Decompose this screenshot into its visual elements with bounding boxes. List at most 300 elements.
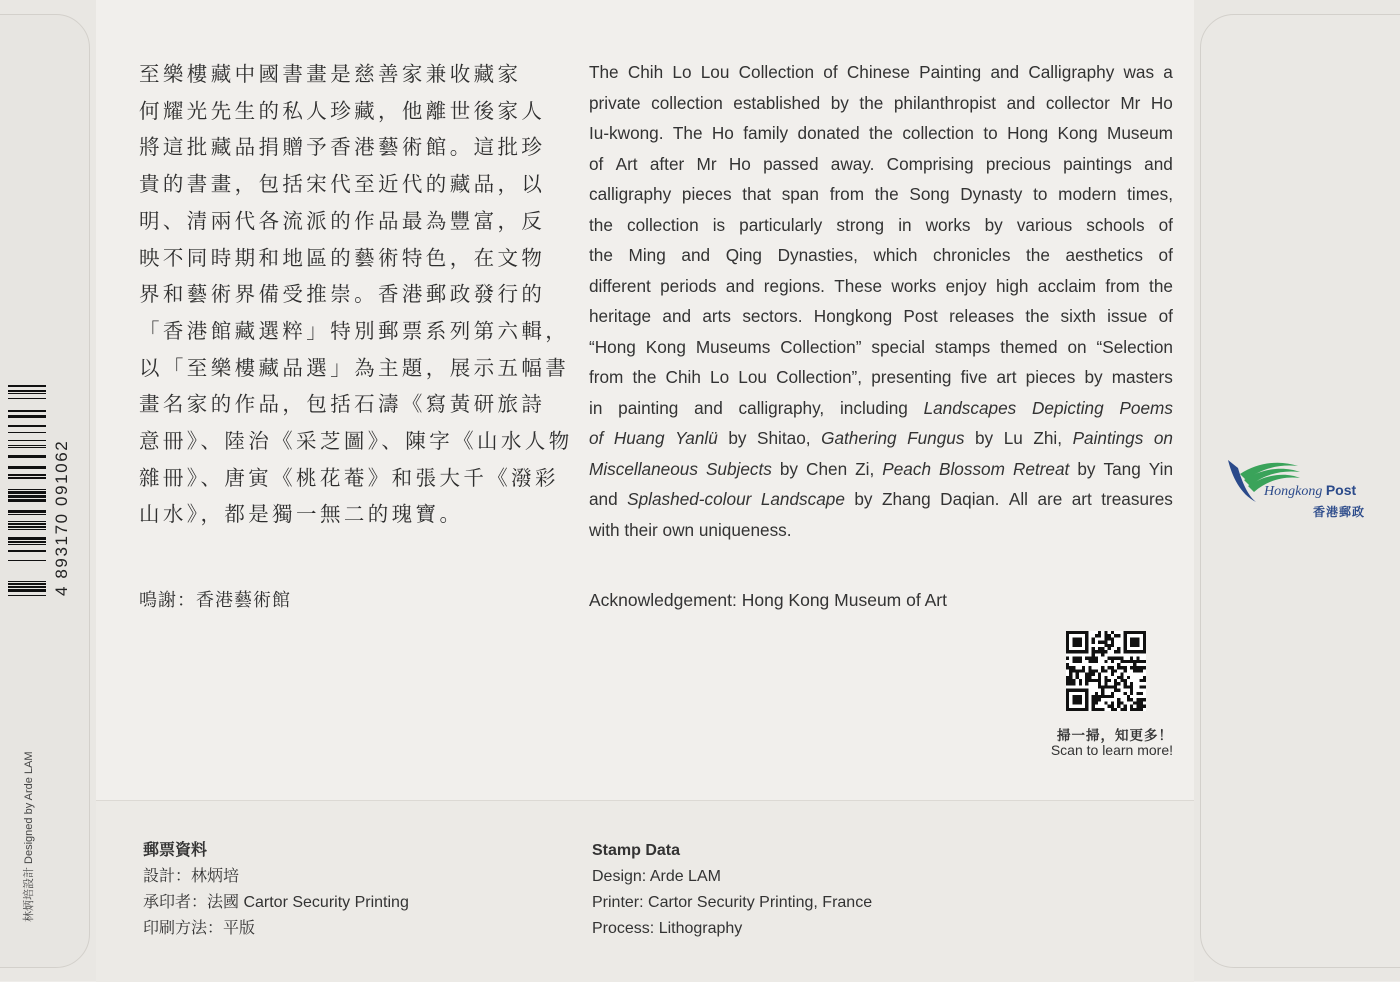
word: particularly: [739, 214, 823, 235]
word: Chih: [665, 367, 701, 387]
qr-module: [1092, 660, 1095, 663]
barcode-bar: [8, 529, 46, 530]
qr-module: [1095, 698, 1098, 701]
word: Post: [903, 306, 938, 326]
qr-module: [1101, 653, 1104, 656]
qr-module: [1124, 682, 1127, 685]
english-text-line: [589, 454, 1173, 485]
word: sixth: [1060, 306, 1096, 326]
qr-module: [1088, 673, 1091, 676]
word: by: [1077, 458, 1096, 479]
word: periods: [660, 275, 717, 296]
barcode-bar: [8, 583, 46, 585]
chinese-text-line: 畫名家的作品，包括石濤《寫黃研旅詩: [139, 392, 546, 417]
word: are: [1037, 489, 1063, 509]
qr-module: [1098, 698, 1101, 701]
chinese-text-line: 貴的書畫，包括宋代至近代的藏品，以: [139, 172, 546, 197]
qr-module: [1079, 669, 1082, 672]
word: The: [589, 62, 619, 82]
word: of: [1158, 214, 1173, 235]
word: the: [589, 214, 613, 235]
chinese-text-line: 「香港館藏選粹」特別郵票系列第六輯，: [139, 318, 570, 343]
chinese-acknowledgement: 鳴謝：香港藝術館: [139, 590, 291, 611]
qr-module: [1143, 685, 1146, 688]
word: Mr: [1120, 92, 1141, 113]
qr-module: [1140, 679, 1143, 682]
barcode-bar: [8, 474, 46, 476]
qr-module: [1098, 647, 1101, 650]
qr-module: [1140, 685, 1143, 688]
word: Zhi,: [1033, 428, 1063, 448]
qr-module: [1104, 644, 1107, 647]
word: works: [891, 275, 937, 296]
stamp-data-heading-en: Stamp Data: [592, 842, 681, 859]
qr-module: [1088, 679, 1091, 682]
word: Zhang: [881, 489, 931, 509]
qr-module: [1130, 666, 1133, 669]
barcode-bar: [8, 489, 46, 490]
qr-module: [1120, 676, 1123, 679]
english-text-line: [589, 515, 1173, 546]
word: arts: [702, 306, 732, 326]
word: Hong: [1007, 123, 1049, 143]
english-text-line: [589, 210, 1173, 241]
qr-module: [1140, 698, 1143, 701]
english-text-line: [589, 484, 1173, 515]
word: to: [983, 123, 998, 143]
qr-module: [1108, 634, 1111, 637]
qr-module: [1127, 685, 1130, 688]
qr-module: [1114, 689, 1117, 692]
qr-module: [1092, 653, 1095, 656]
word: and: [589, 489, 618, 509]
word: away.: [830, 153, 875, 174]
qr-module: [1127, 676, 1130, 679]
word: Museum: [1107, 123, 1173, 143]
qr-module: [1133, 660, 1136, 663]
qr-module: [1098, 650, 1101, 653]
word: Lou: [738, 367, 767, 387]
word: art: [1071, 489, 1092, 509]
word: that: [742, 184, 771, 204]
word: Collection”,: [776, 367, 863, 387]
word: collector: [1045, 92, 1110, 113]
word: masters: [1111, 367, 1173, 387]
qr-module: [1117, 705, 1120, 708]
qr-module: [1095, 650, 1098, 653]
stamp-data-printer-en: Printer: Cartor Security Printing, France: [592, 894, 873, 911]
qr-module: [1120, 701, 1123, 704]
english-text-line: [589, 88, 1173, 119]
qr-module: [1092, 695, 1095, 698]
qr-module: [1079, 679, 1082, 682]
barcode-bar: [8, 514, 46, 515]
word: strong: [836, 214, 885, 235]
qr-module: [1108, 685, 1111, 688]
word: the: [1026, 245, 1050, 265]
qr-module: [1098, 641, 1101, 644]
qr-finder-pattern: [1072, 695, 1082, 705]
word: high: [995, 275, 1029, 296]
chinese-text-line: 界和藝術界備受推崇。香港郵政發行的: [139, 282, 546, 307]
barcode-bar: [8, 415, 46, 418]
qr-module: [1111, 705, 1114, 708]
barcode-bar: [8, 550, 46, 552]
qr-module: [1120, 679, 1123, 682]
artwork-title-word: Fungus: [907, 428, 965, 448]
qr-module: [1098, 695, 1101, 698]
word: Tang: [1103, 458, 1141, 479]
word: Museums: [695, 336, 771, 357]
qr-module: [1066, 657, 1069, 660]
word: Lo: [710, 367, 730, 387]
qr-module: [1111, 666, 1114, 669]
barcode-bar: [8, 495, 46, 498]
qr-module: [1130, 682, 1133, 685]
qr-module: [1140, 708, 1143, 711]
qr-module: [1082, 669, 1085, 672]
barcode-bar: [8, 445, 46, 446]
qr-module: [1130, 698, 1133, 701]
word: The: [672, 123, 703, 143]
qr-module: [1072, 669, 1075, 672]
qr-module: [1114, 650, 1117, 653]
chinese-description: [139, 56, 573, 533]
word: and: [694, 397, 723, 418]
artwork-title-word: Landscapes: [923, 397, 1017, 418]
qr-module: [1095, 634, 1098, 637]
qr-module: [1069, 669, 1072, 672]
word: philanthropist: [893, 92, 997, 113]
qr-module: [1104, 669, 1107, 672]
qr-module: [1072, 666, 1075, 669]
qr-module: [1098, 673, 1101, 676]
qr-module: [1092, 673, 1095, 676]
english-text-line: [589, 393, 1173, 424]
qr-module: [1092, 657, 1095, 660]
barcode-bar: [8, 544, 46, 545]
artwork-title-word: Landscape: [760, 489, 845, 509]
qr-module: [1111, 660, 1114, 663]
barcode-bar: [8, 510, 46, 513]
qr-module: [1085, 676, 1088, 679]
qr-module: [1117, 657, 1120, 660]
word: calligraphy,: [738, 397, 825, 418]
qr-module: [1117, 647, 1120, 650]
english-acknowledgement: Acknowledgement: Hong Kong Museum of Art: [589, 590, 947, 610]
qr-module: [1092, 698, 1095, 701]
qr-module: [1104, 676, 1107, 679]
qr-module: [1111, 641, 1114, 644]
qr-module: [1101, 685, 1104, 688]
qr-module: [1069, 682, 1072, 685]
qr-code[interactable]: [1066, 631, 1146, 711]
qr-module: [1130, 660, 1133, 663]
barcode-bar: [8, 477, 46, 479]
qr-module: [1098, 631, 1101, 634]
word: by: [830, 92, 849, 113]
artwork-title-word: Gathering: [821, 428, 897, 448]
chinese-text-line: 何耀光先生的私人珍藏，他離世後家人: [139, 98, 546, 123]
barcode-bar: [8, 390, 46, 392]
word: Yin: [1148, 458, 1173, 479]
qr-module: [1088, 657, 1091, 660]
qr-module: [1120, 666, 1123, 669]
qr-module: [1124, 666, 1127, 669]
qr-module: [1133, 701, 1136, 704]
barcode-bar: [8, 523, 46, 525]
word: releases: [949, 306, 1015, 326]
artwork-title-word: Yanlü: [675, 428, 718, 448]
word: the: [1025, 306, 1050, 326]
qr-module: [1092, 669, 1095, 672]
word: Chen: [806, 458, 848, 479]
word: paintings: [1063, 153, 1132, 174]
word: by: [728, 428, 747, 448]
word: heritage: [589, 306, 652, 326]
qr-module: [1101, 641, 1104, 644]
barcode-bar: [8, 425, 46, 427]
word: the: [632, 367, 657, 387]
qr-module: [1108, 695, 1111, 698]
qr-module: [1082, 666, 1085, 669]
word: presenting: [871, 367, 952, 387]
qr-module: [1104, 695, 1107, 698]
word: issue: [1107, 306, 1148, 326]
artwork-title-word: Paintings: [1072, 428, 1144, 448]
barcode-number: 4 893170 091062: [52, 439, 71, 596]
english-text-line: [589, 149, 1173, 180]
word: Song: [909, 184, 950, 204]
qr-module: [1133, 666, 1136, 669]
english-text-line: [589, 179, 1173, 210]
word: “Selection: [1096, 336, 1173, 357]
english-text-line: [589, 57, 1173, 88]
barcode-bar: [8, 595, 46, 596]
word: Calligraphy: [1028, 62, 1115, 82]
qr-module: [1072, 657, 1075, 660]
qr-module: [1127, 695, 1130, 698]
word: and: [1006, 92, 1036, 113]
qr-module: [1111, 673, 1114, 676]
word: Iu-kwong.: [589, 123, 664, 143]
barcode-bar: [8, 440, 46, 441]
qr-module: [1130, 657, 1133, 660]
qr-module: [1143, 666, 1146, 669]
qr-module: [1117, 682, 1120, 685]
chinese-text-line: 至樂樓藏中國書畫是慈善家兼收藏家: [139, 62, 522, 86]
qr-module: [1095, 679, 1098, 682]
qr-module: [1079, 682, 1082, 685]
qr-module: [1085, 682, 1088, 685]
qr-module: [1098, 682, 1101, 685]
english-text-line: [589, 362, 1173, 393]
qr-module: [1124, 669, 1127, 672]
word: Lou: [700, 62, 730, 82]
word: Ho: [728, 153, 751, 174]
word: to: [1033, 184, 1048, 204]
qr-module: [1104, 685, 1107, 688]
stamp-data-process-en: Process: Lithography: [592, 920, 743, 937]
qr-module: [1098, 634, 1101, 637]
word: Art: [615, 153, 638, 174]
qr-module: [1104, 701, 1107, 704]
qr-module: [1104, 682, 1107, 685]
word: art: [996, 367, 1017, 387]
artwork-title-word: Subjects: [705, 458, 772, 479]
word: times,: [1127, 184, 1173, 204]
qr-module: [1066, 679, 1069, 682]
qr-module: [1092, 705, 1095, 708]
qr-module: [1066, 666, 1069, 669]
word: special: [871, 336, 925, 357]
word: works: [925, 214, 971, 235]
word: stamps: [934, 336, 991, 357]
word: was: [1123, 62, 1155, 82]
word: All: [1008, 489, 1028, 509]
qr-module: [1104, 650, 1107, 653]
qr-module: [1066, 663, 1069, 666]
chinese-text-line: 以「至樂樓藏品選」為主題，展示五幅書: [139, 355, 570, 380]
word: various: [1016, 214, 1073, 235]
qr-module: [1085, 657, 1088, 660]
qr-module: [1117, 701, 1120, 704]
word: sectors.: [742, 306, 803, 326]
word: passed: [763, 153, 819, 174]
qr-module: [1092, 679, 1095, 682]
qr-module: [1120, 660, 1123, 663]
word: Ming: [628, 245, 666, 265]
qr-module: [1069, 676, 1072, 679]
qr-module: [1085, 679, 1088, 682]
qr-module: [1101, 647, 1104, 650]
stamp-data-printer-cn: 承印者：法國 Cartor Security Printing: [143, 894, 409, 911]
qr-module: [1088, 676, 1091, 679]
word: enjoy: [945, 275, 987, 296]
word: family: [743, 123, 789, 143]
qr-module: [1092, 641, 1095, 644]
qr-module: [1088, 669, 1091, 672]
word: themed: [1000, 336, 1058, 357]
barcode-bar: [8, 589, 46, 592]
word: a: [1163, 62, 1173, 82]
word: different: [589, 275, 651, 296]
barcode-bar: [8, 447, 46, 448]
qr-module: [1076, 657, 1079, 660]
qr-module: [1136, 692, 1139, 695]
word: and: [681, 245, 711, 265]
qr-module: [1124, 708, 1127, 711]
barcode-bar: [8, 537, 46, 540]
qr-module: [1085, 673, 1088, 676]
word: Dynasties,: [777, 245, 858, 265]
qr-module: [1114, 685, 1117, 688]
word: Shitao,: [757, 428, 811, 448]
qr-module: [1076, 660, 1079, 663]
qr-module: [1114, 682, 1117, 685]
english-text-line: [589, 271, 1173, 302]
stamp-data-design-en: Design: Arde LAM: [592, 868, 721, 885]
barcode-bar: [8, 410, 46, 412]
qr-module: [1095, 660, 1098, 663]
artwork-title-word: Splashed-colour: [627, 489, 752, 509]
qr-module: [1104, 634, 1107, 637]
qr-module: [1092, 637, 1095, 640]
qr-module: [1111, 637, 1114, 640]
qr-module: [1104, 637, 1107, 640]
word: in: [898, 214, 912, 235]
artwork-title-word: Huang: [613, 428, 665, 448]
logo-text-chinese: 香港郵政: [1313, 505, 1366, 519]
qr-module: [1076, 673, 1079, 676]
qr-module: [1088, 666, 1091, 669]
word: schools: [1086, 214, 1145, 235]
word: acclaim: [1037, 275, 1097, 296]
english-text-line: [589, 301, 1173, 332]
qr-module: [1133, 669, 1136, 672]
word: of: [823, 62, 838, 82]
word: by: [975, 428, 994, 448]
qr-module: [1133, 708, 1136, 711]
english-text-line: [589, 118, 1173, 149]
qr-module: [1104, 641, 1107, 644]
chinese-text-line: 山水》，都是獨一無二的瑰寶。: [139, 502, 464, 527]
word: of: [589, 153, 604, 174]
word: Collection: [738, 62, 815, 82]
word: painting: [618, 397, 679, 418]
word: modern: [1058, 184, 1117, 204]
artwork-title-word: Peach: [882, 458, 931, 479]
qr-module: [1117, 634, 1120, 637]
stamp-data-design-cn: 設計：林炳培: [143, 868, 240, 885]
qr-module: [1124, 685, 1127, 688]
qr-module: [1111, 669, 1114, 672]
word: pieces: [1025, 367, 1076, 387]
word: which: [873, 245, 918, 265]
qr-module: [1101, 692, 1104, 695]
qr-module: [1127, 698, 1130, 701]
qr-module: [1140, 692, 1143, 695]
qr-module: [1140, 705, 1143, 708]
word: and: [725, 275, 755, 296]
qr-module: [1108, 644, 1111, 647]
word: Painting: [919, 62, 982, 82]
qr-module: [1079, 657, 1082, 660]
chinese-text-line: 將這批藏品捐贈予香港藝術館。這批珍: [139, 135, 546, 160]
qr-module: [1117, 676, 1120, 679]
qr-module: [1136, 669, 1139, 672]
qr-module: [1117, 650, 1120, 653]
word: Kong: [645, 336, 686, 357]
word: span: [781, 184, 819, 204]
qr-module: [1130, 692, 1133, 695]
word: by: [1084, 367, 1103, 387]
qr-module: [1124, 660, 1127, 663]
qr-module: [1098, 676, 1101, 679]
qr-module: [1117, 698, 1120, 701]
qr-module: [1114, 634, 1117, 637]
word: and: [1144, 153, 1173, 174]
artwork-title-word: Poems: [1119, 397, 1173, 418]
qr-module: [1101, 650, 1104, 653]
word: Qing: [725, 245, 762, 265]
qr-module: [1111, 695, 1114, 698]
qr-module: [1111, 657, 1114, 660]
word: These: [834, 275, 883, 296]
stamp-data-chinese: [143, 838, 409, 942]
qr-module: [1124, 679, 1127, 682]
stamp-data-english: [592, 838, 872, 942]
